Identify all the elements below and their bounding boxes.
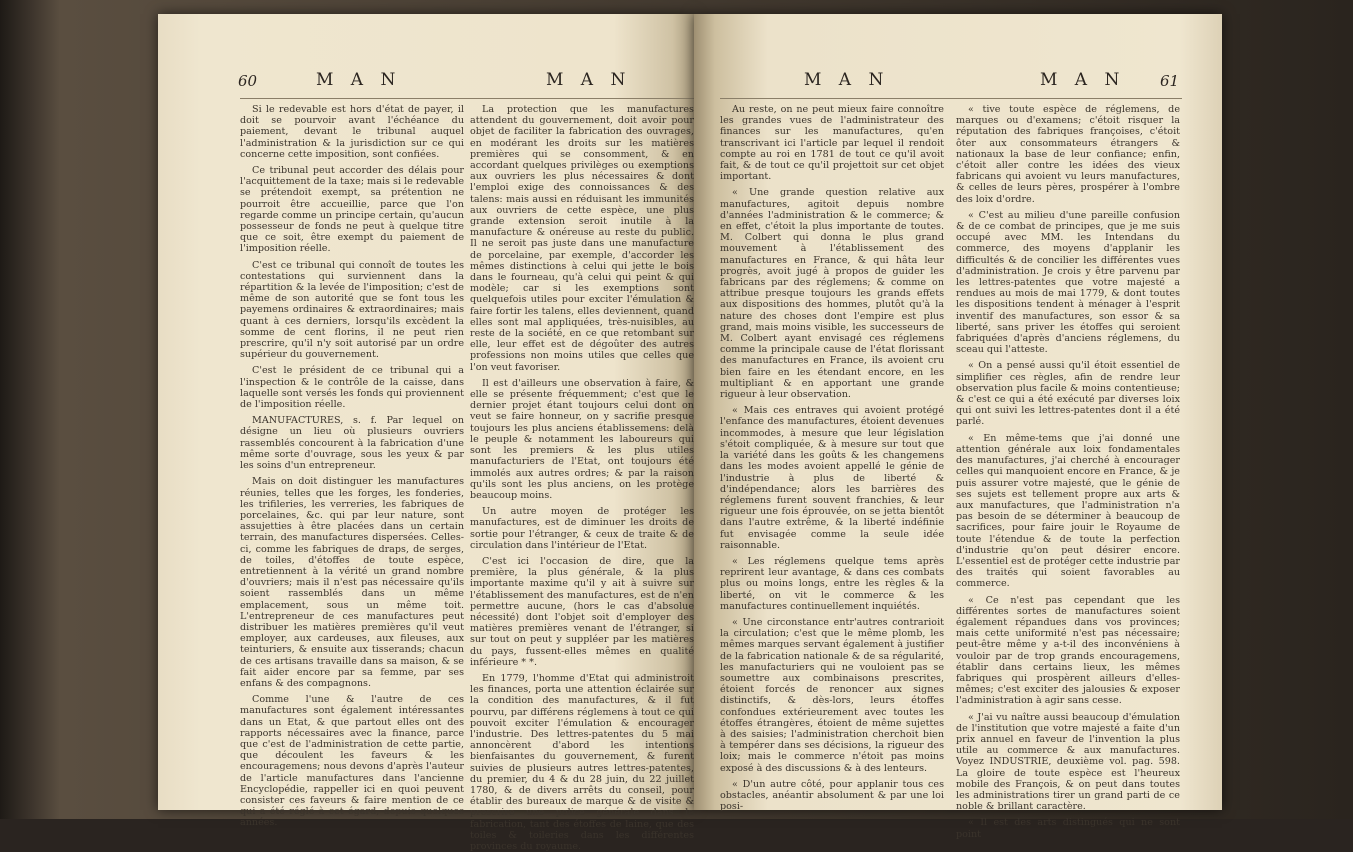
quoted-paragraph: « Ce n'est pas cependant que les différentes sortes de manufactures soient également répandues dans vos provinces; mais cette uniformité n'est pas nécessaire; peut-être même y a-t-il des inconvéniens à vouloir par de trop grands encouragemens, établir dans certains lieux, les mêmes fabriques qui prospèrent ailleurs d'elles-mêmes; c'est exciter des jalousies & exposer l'administration à agir sans cesse. (956, 594, 1180, 707)
paragraph: C'est le président de ce tribunal qui a l'inspection & le contrôle de la caisse, dans laquelle sont versés les fonds qui proviennent de l'imposition réelle. (240, 365, 464, 411)
paragraph: Ce tribunal peut accorder des délais pour l'acquittement de la taxe; mais si le redevable se prétendoit exempt, sa prétention ne pourroit être accueillie, parce que l'on regarde comme un principe certain, qu'aucun possesseur de fonds ne peut à quelque titre que ce soit, être exempt du paiement de l'imposition réelle. (240, 165, 464, 255)
header-rule (720, 98, 1182, 99)
quoted-paragraph: « C'est au milieu d'une pareille confusion & de ce combat de principes, que je me suis occupé avec MM. les Intendans du commerce, des moyens d'applanir les difficultés & de concilier les différentes vues d'administration. Je crois y être parvenu par les lettres-patentes que votre majesté a rendues au mois de mai 1779, & dont toutes les dispositions tendent à ménager à l'esprit inventif des manufactures, son essor & sa liberté, sans priver les étoffes qui seroient fabriquées d'après d'anciens réglemens, du sceau qui l'atteste. (956, 209, 1180, 356)
running-head-right-column: M A N (546, 70, 632, 90)
paragraph: Comme l'une & l'autre de ces manufactures sont également intéressantes dans un Etat, & que partout elles ont des rapports nécessaires avec la finance, parce que c'est de l'administration de cette partie, que découlent les faveurs & les encouragemens; nous devons d'après l'auteur de l'article manufactures dans l'ancienne Encyclopédie, rappeller ici en quoi peuvent consister ces faveurs & faire mention de ce qui a été réglé à cet égard, depuis quelques années. (240, 694, 464, 829)
quoted-paragraph: « Les réglemens quelque tems après reprirent leur avantage, & dans ces combats plus ou moins longs, entre les règles & la liberté, on vit le commerce & les manufactures continuellement inquiétés. (720, 555, 944, 612)
quoted-paragraph: « Une circonstance entr'autres contrarioit la circulation; c'est que le même plomb, les mêmes marques servant également à justifier de la fabrication nationale & de sa régularité, les manufacturiers qui ne vouloient pas se soumettre aux combinaisons prescrites, étoient forcés de renoncer aux signes distinctifs, & dès-lors, leurs étoffes confondues extérieurement avec toutes les étoffes étrangères, étoient de même sujettes à des saisies; l'administration cherchoit bien à tempérer dans ses décisions, la rigueur des loix; mais le commerce n'étoit pas moins exposé à des discussions & à des lenteurs. (720, 616, 944, 774)
running-head: M A N (316, 70, 402, 90)
entry-heading-paragraph: MANUFACTURES, s. f. Par lequel on désigne un lieu où plusieurs ouvriers rassemblés concourent à la fabrication d'une même sorte d'ouvrage, sous les yeux & par les soins d'un entrepreneur. (240, 415, 464, 472)
running-head-right-column: M A N (1040, 70, 1126, 90)
right-page (694, 14, 1222, 840)
quoted-paragraph: « Une grande question relative aux manufactures, agitoit depuis nombre d'années l'administration & le commerce; & en effet, c'étoit la plus importante de toutes. M. Colbert qui donna le plus grand mouvement à l'établissement des manufactures en France, & qui hâta leur progrès, avoit jugé à propos de guider les fabricans par des réglemens; & comme on attribue presque toujours les grands effets aux dispositions des hommes, plutôt qu'à la nature des choses dont l'empire est plus grand, mais moins visible, les successeurs de M. Colbert ayant envisagé ces réglemens comme la principale cause de l'état florissant des manufactures en France, ils avoient cru bien faire en les étendant encore, en les multipliant & en apportant une grande rigueur à leur observation. (720, 187, 944, 401)
paragraph: Un autre moyen de protéger les manufactures, est de diminuer les droits de sortie pour l'étranger, & ceux de traite & de circulation dans l'intérieur de l'Etat. (470, 506, 694, 551)
quoted-paragraph: « Mais ces entraves qui avoient protégé l'enfance des manufactures, étoient devenues incommodes, à mesure que leur législation s'étoit compliquée, & à mesure sur tout que la variété dans les goûts & les changemens dans les modes avoient appellé le génie de l'industrie à plus de liberté & d'indépendance; alors les barrières des réglemens furent souvent franchies, & leur rigueur une fois éprouvée, on se jetta bientôt dans l'autre extrême, & la liberté indéfinie fut envisagée comme la seule idée raisonnable. (720, 405, 944, 551)
header-rule (240, 98, 694, 99)
paragraph: C'est ce tribunal qui connoît de toutes les contestations qui surviennent dans la répartition & la levée de l'imposition; c'est de même de son autorité que se font tous les payemens ordinaires & extraordinaires; mais quant à ces derniers, lorsqu'ils excèdent la somme de cent florins, il ne peut rien prescrire, qu'il n'y soit autorisé par un ordre supérieur du gouvernement. (240, 259, 464, 361)
text-column-right (470, 104, 694, 852)
quoted-paragraph: « J'ai vu naître aussi beaucoup d'émulation de l'institution que votre majesté a faite d'un prix annuel en faveur de l'invention la plus utile au commerce & aux manufactures. Voyez INDUSTRIE, deuxième vol. pag. 598. La gloire de toute espèce est l'heureux mobile des François, & on peut dans toutes les administrations tirer un grand parti de ce noble & brillant caractère. (956, 711, 1180, 813)
paragraph: Il est d'ailleurs une observation à faire, & elle se présente fréquemment; c'est que le dernier projet étant toujours celui dont on veut se faire honneur, on y sacrifie presque toujours les plus anciens établissemens: delà le peuple & notamment les laboureurs qui sont les premiers & les plus utiles manufacturiers de l'Etat, ont toujours été immolés aux autres ordres; & par la raison qu'ils sont les plus anciens, on les protège beaucoup moins. (470, 377, 694, 501)
text-column-left (240, 104, 464, 829)
quoted-paragraph: « Il est des arts distingués qui ne sont point (956, 817, 1180, 840)
text-column-right (956, 104, 1180, 840)
quoted-paragraph: « D'un autre côté, pour applanir tous ces obstacles, anéantir absolument & par une loi posi- (720, 778, 944, 813)
left-page (158, 14, 694, 852)
quoted-paragraph: « En même-tems que j'ai donné une attention générale aux loix fondamentales des manufactures, j'ai cherché à encourager celles qui manquoient encore en France, & je puis assurer votre majesté, que le génie de ses sujets est tellement propre aux arts & aux manufactures, que l'administration n'a pas besoin de se déterminer à beaucoup de sacrifices, pour faire jouir le Royaume de toute l'étendue & de toute la perfection d'industrie qu'on peut désirer encore. L'essentiel est de protéger cette industrie par des traités qui soient favorables au commerce. (956, 432, 1180, 590)
running-head: M A N (804, 70, 890, 90)
paragraph: C'est ici l'occasion de dire, que la première, la plus générale, & la plus importante maxime qu'il y ait à suivre sur l'établissement des manufactures, est de n'en permettre aucune, (hors le cas d'absolue nécessité) dont l'objet soit d'employer des matières premières venant de l'étranger, si sur tout on peut y suppléer par les matières du pays, fussent-elles mêmes en qualité inférieure * *. (470, 555, 694, 668)
quoted-paragraph: « On a pensé aussi qu'il étoit essentiel de simplifier ces règles, afin de rendre leur observation plus facile & moins contentieuse; & c'est ce qui a été exécuté par diverses loix qui ont suivi les lettres-patentes dont il a été parlé. (956, 360, 1180, 428)
page-number: 60 (238, 72, 258, 90)
paragraph: Si le redevable est hors d'état de payer, il doit se pourvoir avant l'échéance du paiement, devant le tribunal auquel l'administration & la jurisdiction sur ce qui concerne cette imposition, sont confiées. (240, 104, 464, 160)
page-number: 61 (1160, 72, 1180, 90)
quoted-paragraph: « tive toute espèce de réglemens, de marques ou d'examens; c'étoit risquer la réputation des fabriques françoises, c'étoit ôter aux consommateurs étrangers & nationaux la base de leur confiance; enfin, c'étoit aller contre les idées des vieux fabricans qui avoient vu leurs manufactures, & celles de leurs pères, prospérer à l'ombre des loix d'ordre. (956, 104, 1180, 205)
paragraph: En 1779, l'homme d'Etat qui administroit les finances, porta une attention éclairée sur la condition des manufactures, & il fut pourvu, par différens réglemens à tout ce qui pouvoit exciter l'émulation & encourager l'industrie. Des lettres-patentes du 5 mai annoncèrent d'abord les intentions bienfaisantes du gouvernement, & furent suivies de plusieurs autres lettres-patentes, du premier, du 4 & du 28 juin, du 22 juillet 1780, & de divers arrêts du conseil, pour établir des bureaux de marque & de visite & prescrire une police générale dans la fabrication, tant des étoffes de laine, que des toiles & toileries dans les différentes provinces du royaume. (470, 672, 694, 852)
text-column-left (720, 104, 944, 813)
paragraph: Au reste, on ne peut mieux faire connoître les grandes vues de l'administrateur des finances sur les manufactures, qu'en transcrivant ici l'article par lequel il rendoit compte au roi en 1781 de tout ce qu'il avoit fait, & de tout ce qu'il projettoit sur cet objet important. (720, 104, 944, 183)
paragraph: La protection que les manufactures attendent du gouvernement, doit avoir pour objet de faciliter la fabrication des ouvrages, en modérant les droits sur les matières premières qui se consomment, & en accordant quelques privilèges ou exemptions aux ouvriers les plus nécessaires & dont l'emploi exige des connoissances & des talens: mais aussi en réduisant les immunités aux ouvriers de cette espèce, une plus grande extension seroit inutile à la manufacture & onéreuse au reste du public. Il ne seroit pas juste dans une manufacture de porcelaine, par exemple, d'accorder les mêmes distinctions à celui qui jette le bois dans le fourneau, qu'à celui qui peint & qui modèle; car si les exemptions sont quelquefois utiles pour exciter l'émulation & faire fortir les talens, elles deviennent, quand elles sont mal appliquées, très-nuisibles, au reste de la société, en ce que retombant sur elle, leur effet est de dégoûter des autres professions non moins utiles que celles que l'on veut favoriser. (470, 104, 694, 373)
paragraph: Mais on doit distinguer les manufactures réunies, telles que les forges, les fonderies, les trifileries, les verreries, les fabriques de porcelaines, &c. qui par leur nature, sont assujetties à être placées dans un certain terrain, des manufactures dispersées. Celles-ci, comme les fabriques de draps, de serges, de toiles, d'étoffes de toute espèce, entretiennent à la vérité un grand nombre d'ouvriers; mais il n'est pas nécessaire qu'ils soient rassemblés dans un même emplacement, sous un même toit. L'entrepreneur de ces manufactures peut distribuer les matières premières qu'il veut employer, aux cardeuses, aux fileuses, aux teinturiers, & ensuite aux tisserands; chacun de ces artisans travaille dans sa maison, & se fait aider encore par sa femme, par ses enfans & des compagnons. (240, 476, 464, 689)
